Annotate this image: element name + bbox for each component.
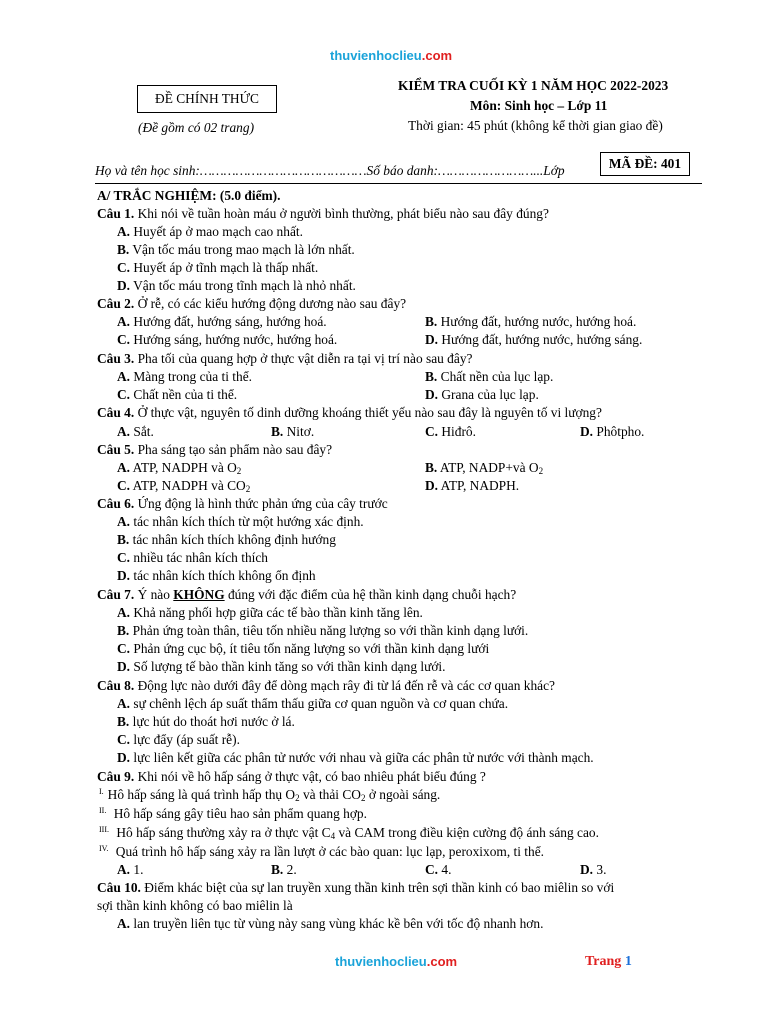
question-6: Câu 6. Ứng động là hình thức phản ứng của cây trước: [97, 496, 388, 511]
not-emphasis: KHÔNG: [173, 587, 225, 602]
q2-option-a[interactable]: A. Hướng đất, hướng sáng, hướng hoá.: [117, 314, 327, 329]
q4-option-a[interactable]: A. Sắt.: [117, 424, 154, 439]
q9-statement-3: $^{III.}$ Hô hấp sáng thường xảy ra ở thực vật $C_4$ và CAM trong điều kiện cường độ ánh sáng cao.: [99, 825, 599, 841]
subject: Môn: Sinh học – Lớp 11: [470, 98, 608, 113]
q10-option-a[interactable]: A. lan truyền liên tục từ vùng này sang vùng khác kề bên với tốc độ nhanh hơn.: [117, 916, 544, 931]
q8-option-a[interactable]: A. sự chênh lệch áp suất thẩm thấu giữa cơ quan nguồn và cơ quan chứa.: [117, 696, 509, 711]
q1-option-c[interactable]: C. Huyết áp ở tĩnh mạch là thấp nhất.: [117, 260, 319, 275]
q2-option-d[interactable]: D. Hướng đất, hướng nước, hướng sáng.: [425, 332, 643, 347]
exam-code: MÃ ĐỀ: 401: [608, 156, 682, 171]
q9-option-c[interactable]: C. 4.: [425, 862, 452, 877]
question-10: Câu 10. Điểm khác biệt của sự lan truyền xung thần kinh trên sợi thần kinh có bao miêlin so với: [97, 880, 615, 895]
q7-option-b[interactable]: B. Phản ứng toàn thân, tiêu tốn nhiều năng lượng so với thần kinh dạng lưới.: [117, 623, 529, 638]
exam-code-box: [600, 152, 690, 176]
exam-title: KIỂM TRA CUỐI KỲ 1 NĂM HỌC 2022-2023: [398, 78, 669, 93]
question-2: Câu 2. Ở rễ, có các kiểu hướng động dương nào sau đây?: [97, 296, 407, 311]
site-logo-bottom[interactable]: [335, 954, 457, 969]
q3-option-c[interactable]: C. Chất nền của ti thể.: [117, 387, 238, 402]
header-divider: [95, 183, 702, 184]
q3-option-a[interactable]: A. Màng trong của ti thể.: [117, 369, 253, 384]
q4-option-c[interactable]: C. Hiđrô.: [425, 424, 476, 439]
official-label: ĐỀ CHÍNH THỨC: [155, 91, 259, 106]
q5-option-c[interactable]: C. ATP, NADPH và $CO_2$: [117, 478, 251, 494]
question-9: Câu 9. Khi nói về hô hấp sáng ở thực vật, có bao nhiêu phát biểu đúng ?: [97, 769, 486, 784]
q1-option-b[interactable]: B. Vận tốc máu trong mao mạch là lớn nhất.: [117, 242, 355, 257]
site-logo-top[interactable]: [330, 48, 452, 63]
student-info-line: Họ và tên học sinh:……………………………………Số báo danh:……………………...Lớp: [95, 163, 565, 178]
q2-option-c[interactable]: C. Hướng sáng, hướng nước, hướng hoá.: [117, 332, 338, 347]
q9-statement-2: $^{II.}$ Hô hấp sáng gây tiêu hao sản phẩm quang hợp.: [99, 806, 367, 821]
q7-option-d[interactable]: D. Số lượng tế bào thần kinh tăng so với thần kinh dạng lưới.: [117, 659, 446, 674]
q7-option-c[interactable]: C. Phản ứng cục bộ, ít tiêu tốn năng lượng so với thần kinh dạng lưới: [117, 641, 490, 656]
q3-option-d[interactable]: D. Grana của lục lạp.: [425, 387, 539, 402]
site-domain: .com: [421, 48, 453, 63]
q9-option-a[interactable]: A. 1.: [117, 862, 144, 877]
q9-option-d[interactable]: D. 3.: [580, 862, 607, 877]
q6-option-d[interactable]: D. tác nhân kích thích không ổn định: [117, 568, 316, 583]
site-domain: .com: [426, 954, 458, 969]
q2-option-b[interactable]: B. Hướng đất, hướng nước, hướng hoá.: [425, 314, 637, 329]
q6-option-b[interactable]: B. tác nhân kích thích không định hướng: [117, 532, 336, 547]
q6-option-a[interactable]: A. tác nhân kích thích từ một hướng xác định.: [117, 514, 364, 529]
question-8: Câu 8. Động lực nào dưới đây để dòng mạch rây đi từ lá đến rễ và các cơ quan khác?: [97, 678, 555, 693]
pages-note: (Đề gồm có 02 trang): [138, 120, 255, 135]
section-a-title: A/ TRẮC NGHIỆM: (5.0 điểm).: [97, 188, 281, 203]
site-name: thuvienhoclieu: [330, 48, 422, 63]
q4-option-b[interactable]: B. Nitơ.: [271, 424, 315, 439]
site-name: thuvienhoclieu: [335, 954, 427, 969]
q3-option-b[interactable]: B. Chất nền của lục lạp.: [425, 369, 554, 384]
q8-option-d[interactable]: D. lực liên kết giữa các phân tử nước với nhau và giữa các phân tử nước với thành mạch.: [117, 750, 594, 765]
q9-statement-1: $^{I.}$ Hô hấp sáng là quá trình hấp thụ $O_2$ và thải $CO_2$ ở ngoài sáng.: [99, 787, 441, 803]
q7-option-a[interactable]: A. Khả năng phối hợp giữa các tế bào thần kinh tăng lên.: [117, 605, 423, 620]
q9-option-b[interactable]: B. 2.: [271, 862, 297, 877]
q8-option-c[interactable]: C. lực đẩy (áp suất rễ).: [117, 732, 240, 747]
question-4: Câu 4. Ở thực vật, nguyên tố dinh dưỡng khoáng thiết yếu nào sau đây là nguyên tố vi lượng?: [97, 405, 602, 420]
question-3: Câu 3. Pha tối của quang hợp ở thực vật diễn ra tại vị trí nào sau đây?: [97, 351, 473, 366]
question-10-cont: sợi thần kinh không có bao miêlin là: [97, 898, 293, 913]
q5-option-b[interactable]: B. ATP, NADP+và $O_2$: [425, 460, 544, 476]
q8-option-b[interactable]: B. lực hút do thoát hơi nước ở lá.: [117, 714, 295, 729]
q6-option-c[interactable]: C. nhiều tác nhân kích thích: [117, 550, 268, 565]
q1-option-d[interactable]: D. Vận tốc máu trong tĩnh mạch là nhỏ nhất.: [117, 278, 356, 293]
official-box: [137, 85, 277, 113]
q5-option-d[interactable]: D. ATP, NADPH.: [425, 478, 520, 493]
q4-option-d[interactable]: D. Phôtpho.: [580, 424, 645, 439]
q5-option-a[interactable]: A. ATP, NADPH và $O_2$: [117, 460, 242, 476]
exam-time: Thời gian: 45 phút (không kể thời gian giao đề): [408, 118, 663, 133]
question-1: Câu 1. Khi nói về tuần hoàn máu ở người bình thường, phát biểu nào sau đây đúng?: [97, 206, 549, 221]
question-7: Câu 7. Ý nào KHÔNG đúng với đặc điểm của hệ thần kinh dạng chuỗi hạch?: [97, 587, 517, 602]
page-number: Trang 1: [585, 954, 632, 969]
question-5: Câu 5. Pha sáng tạo sản phẩm nào sau đây?: [97, 442, 333, 457]
q9-statement-4: $^{IV.}$ Quá trình hô hấp sáng xảy ra lần lượt ở các bào quan: lục lạp, peroxixom, ti thể.: [99, 844, 545, 859]
q1-option-a[interactable]: A. Huyết áp ở mao mạch cao nhất.: [117, 224, 303, 239]
